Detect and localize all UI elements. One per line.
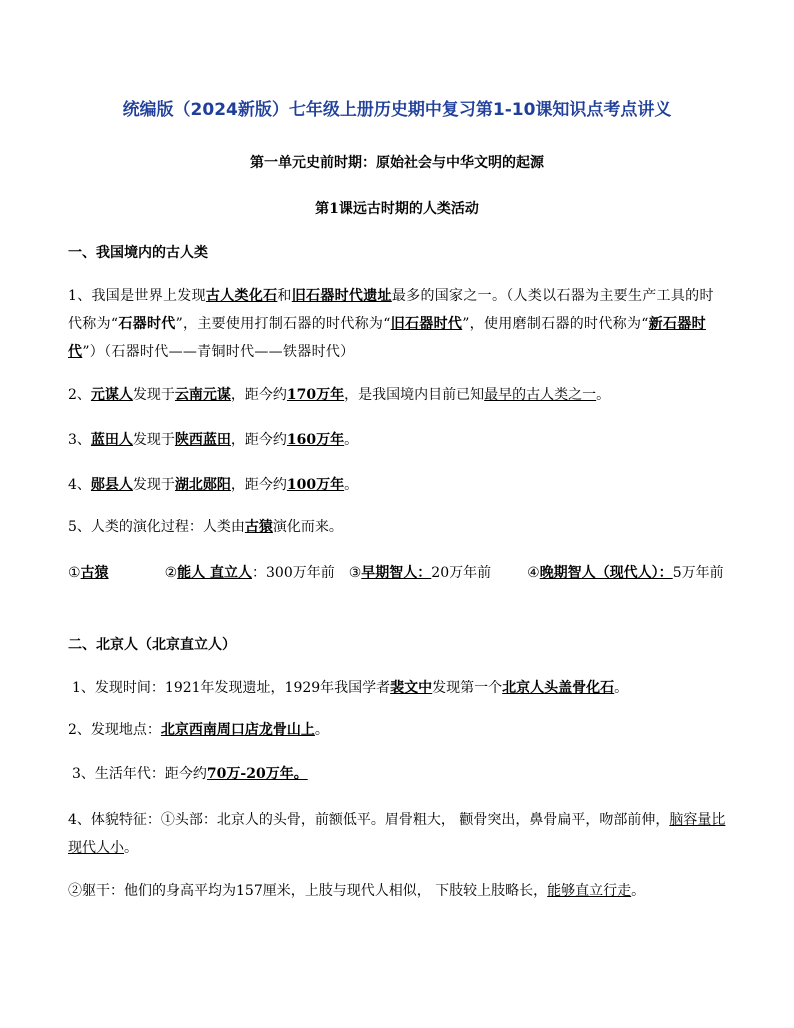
paragraph-5: 5、人类的演化过程：人类由古猿演化而来。 bbox=[68, 519, 343, 535]
unit-heading: 第一单元史前时期：原始社会与中华文明的起源 bbox=[250, 155, 544, 171]
document-title: 统编版（2024新版）七年级上册历史期中复习第1-10课知识点考点讲义 bbox=[122, 100, 672, 120]
paragraph-2: 2、元谋人发现于云南元谋，距今约170万年，是我国境内目前已知最早的古人类之一。 bbox=[68, 387, 611, 403]
paragraph-1: 1、我国是世界上发现古人类化石和旧石器时代遗址最多的国家之一。（人类以石器为主要生产工具的时代称为“石器时代”，主要使用打制石器的时代称为“旧石器时代”，使用磨制石器的时代称为“新石器时代”）（石器时代——青铜时代——铁器时代） bbox=[68, 288, 714, 360]
paragraph-9: 4、体貌特征：①头部：北京人的头骨，前额低平。眉骨粗大， 颧骨突出，鼻骨扁平，吻部前伸，脑容量比现代人小。 bbox=[68, 812, 726, 856]
paragraph-7: 2、发现地点：北京西南周口店龙骨山上。 bbox=[68, 722, 329, 738]
section-1-heading: 一、我国境内的古人类 bbox=[68, 245, 208, 261]
paragraph-8: 3、生活年代：距今约70万-20万年。 bbox=[72, 766, 308, 782]
evolution-list: ①古猿 ②能人 直立人：300万年前 ③早期智人：20万年前 ④晚期智人（现代人）：5万年前 bbox=[68, 565, 724, 581]
paragraph-6: 1、发现时间：1921年发现遗址，1929年我国学者裴文中发现第一个北京人头盖骨化石。 bbox=[72, 680, 629, 696]
paragraph-10: ②躯干：他们的身高平均为157厘米，上肢与现代人相似， 下肢较上肢略长，能够直立行走。 bbox=[68, 883, 646, 899]
lesson-heading: 第1课远古时期的人类活动 bbox=[315, 201, 479, 217]
paragraph-4: 4、郧县人发现于湖北郧阳，距今约100万年。 bbox=[68, 477, 359, 493]
section-2-heading: 二、北京人（北京直立人） bbox=[68, 637, 236, 653]
paragraph-3: 3、蓝田人发现于陕西蓝田，距今约160万年。 bbox=[68, 432, 359, 448]
